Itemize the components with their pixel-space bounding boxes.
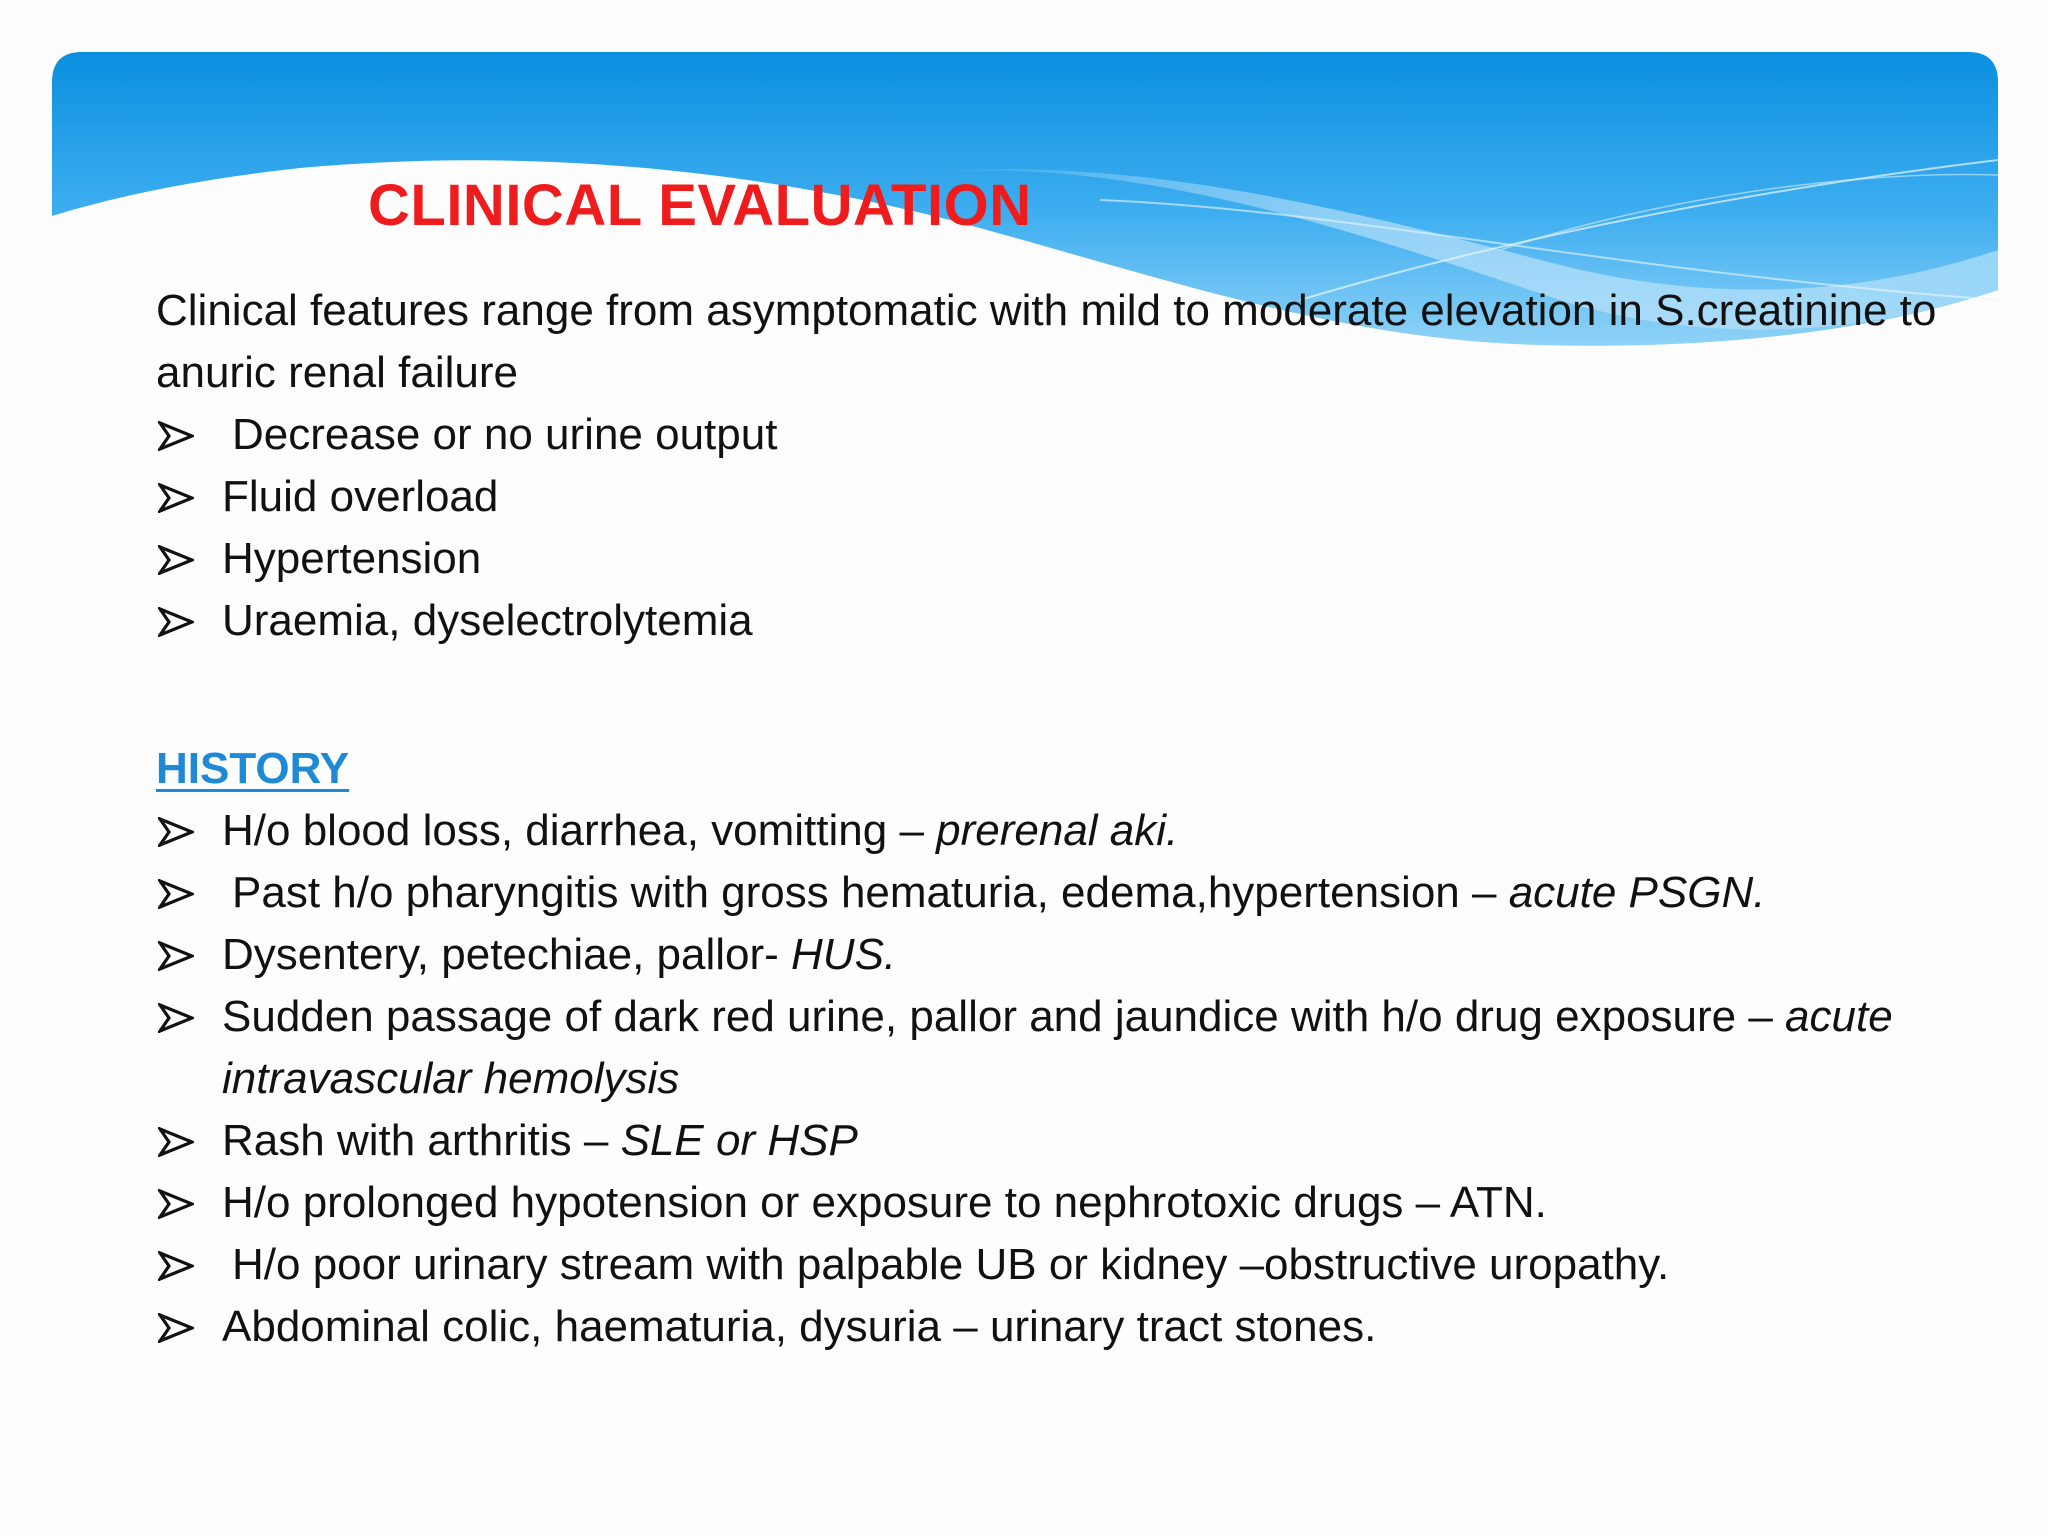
feature-text: Decrease or no urine output (232, 410, 778, 459)
arrowhead-bullet-icon (158, 466, 198, 528)
features-list (156, 404, 1956, 652)
diagnosis-text: acute PSGN. (1508, 868, 1766, 917)
arrowhead-bullet-icon (158, 800, 198, 862)
list-item (156, 1110, 1956, 1172)
history-text: Past h/o pharyngitis with gross hematuria, edema,hypertension – (232, 868, 1509, 917)
diagnosis-text: prerenal aki. (936, 806, 1179, 855)
history-text: Sudden passage of dark red urine, pallor and jaundice with h/o drug exposure – (222, 992, 1786, 1041)
feature-text: Uraemia, dyselectrolytemia (222, 596, 753, 645)
history-heading: HISTORY (156, 744, 350, 793)
diagnosis-text: HUS. (791, 930, 897, 979)
list-item (156, 1234, 1956, 1296)
list-item (156, 800, 1956, 862)
list-item (156, 404, 1956, 466)
list-item (156, 862, 1956, 924)
arrowhead-bullet-icon (158, 862, 198, 924)
list-item (156, 924, 1956, 986)
intro-text: Clinical features range from asymptomatic with mild to moderate elevation in S.creatinine to anuric renal failure (156, 286, 1937, 397)
list-item (156, 590, 1956, 652)
history-text: H/o blood loss, diarrhea, vomitting – (222, 806, 937, 855)
list-item (156, 986, 1956, 1110)
history-text: H/o poor urinary stream with palpable UB or kidney –obstructive uropathy. (232, 1240, 1670, 1289)
slide-title: CLINICAL EVALUATION (368, 173, 1032, 238)
arrowhead-bullet-icon (158, 1172, 198, 1234)
arrowhead-bullet-icon (158, 590, 198, 652)
arrowhead-bullet-icon (158, 528, 198, 590)
diagnosis-text: acute intravascular hemolysis (222, 992, 1893, 1103)
feature-text: Hypertension (222, 534, 482, 583)
list-item (156, 1172, 1956, 1234)
list-item (156, 1296, 1956, 1358)
arrowhead-bullet-icon (158, 1234, 198, 1296)
list-item (156, 466, 1956, 528)
list-item (156, 528, 1956, 590)
feature-text: Fluid overload (222, 472, 499, 521)
history-list (156, 800, 1956, 1358)
arrowhead-bullet-icon (158, 1110, 198, 1172)
history-text: Dysentery, petechiae, pallor- (222, 930, 792, 979)
history-text: H/o prolonged hypotension or exposure to nephrotoxic drugs – ATN. (222, 1178, 1547, 1227)
arrowhead-bullet-icon (158, 924, 198, 986)
arrowhead-bullet-icon (158, 986, 198, 1048)
history-text: Rash with arthritis – (222, 1116, 621, 1165)
slide-content (156, 280, 1956, 1358)
diagnosis-text: SLE or HSP (620, 1116, 858, 1165)
arrowhead-bullet-icon (158, 1296, 198, 1358)
arrowhead-bullet-icon (158, 404, 198, 466)
history-text: Abdominal colic, haematuria, dysuria – urinary tract stones. (222, 1302, 1377, 1351)
